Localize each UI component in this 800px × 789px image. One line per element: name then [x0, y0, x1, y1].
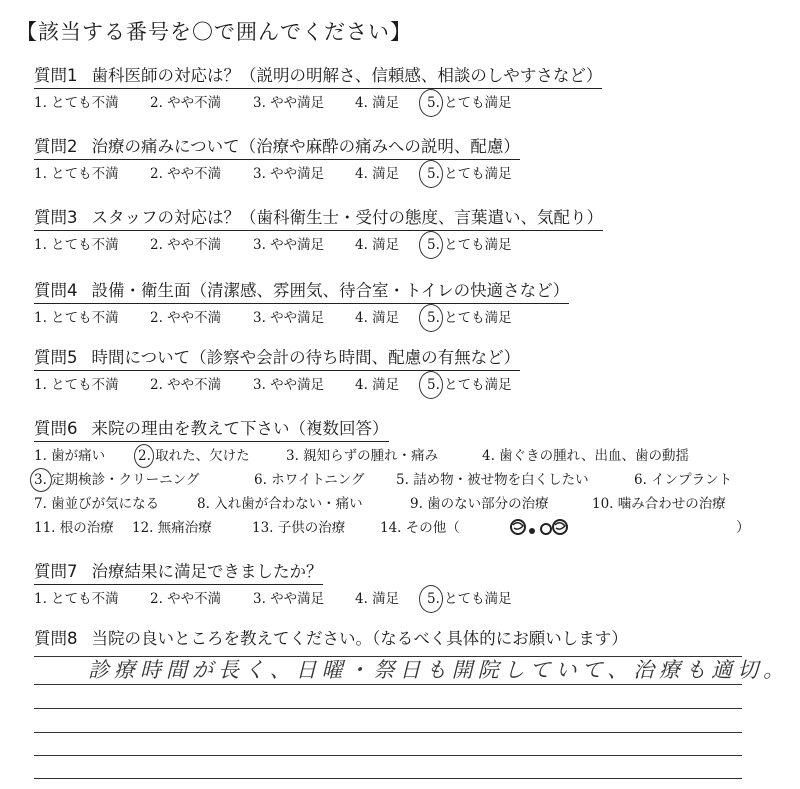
answer-line-5: [34, 755, 742, 756]
q3-option-2[interactable]: 2. やや不満: [150, 237, 222, 253]
question-1-options: [34, 93, 754, 113]
q6-option-1[interactable]: 1. 歯が痛い: [34, 448, 106, 464]
q2-option-2[interactable]: 2. やや不満: [150, 166, 222, 182]
q6-row-1: [34, 446, 774, 466]
question-8-header: [34, 629, 628, 651]
question-7-text: 治療結果に満足できましたか？: [91, 562, 323, 581]
question-7-header: [34, 562, 323, 585]
q6-option-16[interactable]: 14. その他（: [380, 520, 460, 536]
q8-handwritten-answer[interactable]: 診療時間が長く、日曜・祭日も開院していて、治療も適切。: [88, 658, 790, 682]
q6-option-5[interactable]: 3. 定期検診・クリーニング: [34, 472, 200, 488]
question-7-number: 質問7: [34, 562, 78, 581]
q1-option-4[interactable]: 4. 満足: [355, 95, 400, 111]
question-3-text: スタッフの対応は？（歯科衛生士・受付の態度、言葉遣い、気配り）: [91, 208, 603, 227]
question-8-text: 当院の良いところを教えてください。（なるべく具体的にお願いします）: [91, 629, 628, 648]
q6-option-4[interactable]: 4. 歯ぐきの腫れ、出血、歯の動揺: [482, 448, 689, 464]
q1-selection-circle: [419, 89, 443, 117]
other-field-scribble: [508, 516, 580, 538]
question-4-options: [34, 308, 754, 328]
q5-selection-circle: [419, 371, 443, 399]
q6-option-6[interactable]: 6. ホワイトニング: [254, 472, 365, 488]
q6-row-2: [34, 470, 774, 490]
question-5-options: [34, 375, 754, 395]
q7-option-2[interactable]: 2. やや不満: [150, 591, 222, 607]
question-1-text: 歯科医師の対応は？（説明の明解さ、信頼感、相談のしやすさなど）: [91, 66, 603, 85]
q4-option-3[interactable]: 3. やや満足: [253, 310, 325, 326]
q1-option-5[interactable]: 5. とても満足: [427, 95, 512, 111]
q5-option-4[interactable]: 4. 満足: [355, 377, 400, 393]
question-6-header: [34, 419, 389, 442]
q3-selection-circle: [419, 231, 443, 259]
question-2-header: [34, 137, 520, 160]
q4-selection-circle: [419, 304, 443, 332]
q4-option-4[interactable]: 4. 満足: [355, 310, 400, 326]
q2-selection-circle: [419, 160, 443, 188]
q6-option-10[interactable]: 8. 入れ歯が合わない・痛い: [197, 496, 363, 512]
question-8-number: 質問8: [34, 629, 78, 648]
q7-selection-circle: [419, 585, 443, 613]
q4-option-5[interactable]: 5. とても満足: [427, 310, 512, 326]
question-1-header: [34, 66, 602, 89]
answer-line-4: [34, 732, 742, 733]
answer-line-6: [34, 778, 742, 779]
q5-option-1[interactable]: 1. とても不満: [34, 377, 119, 393]
q6-row-3: [34, 494, 774, 514]
q2-option-5[interactable]: 5. とても満足: [427, 166, 512, 182]
question-7-options: [34, 589, 754, 609]
q6-row-4: [34, 518, 774, 538]
q2-option-1[interactable]: 1. とても不満: [34, 166, 119, 182]
q3-option-5[interactable]: 5. とても満足: [427, 237, 512, 253]
q2-option-4[interactable]: 4. 満足: [355, 166, 400, 182]
q1-option-2[interactable]: 2. やや不満: [150, 95, 222, 111]
answer-line-2: [34, 684, 742, 685]
question-3-number: 質問3: [34, 208, 78, 227]
question-5-text: 時間について（診察や会計の待ち時間、配慮の有無など）: [91, 348, 521, 367]
q5-option-3[interactable]: 3. やや満足: [253, 377, 325, 393]
question-6-text: 来院の理由を教えて下さい（複数回答）: [91, 419, 389, 438]
question-6-number: 質問6: [34, 419, 78, 438]
q6-option-9[interactable]: 7. 歯並びが気になる: [34, 496, 160, 512]
q3-option-1[interactable]: 1. とても不満: [34, 237, 119, 253]
q6-selection-circle-3: [30, 468, 52, 492]
page-title: 【該当する番号を〇で囲んでください】: [16, 20, 412, 44]
q6-option-7[interactable]: 5. 詰め物・被せ物を白くしたい: [396, 472, 589, 488]
question-2-options: [34, 164, 754, 184]
question-5-number: 質問5: [34, 348, 78, 367]
q3-option-4[interactable]: 4. 満足: [355, 237, 400, 253]
question-4-number: 質問4: [34, 281, 78, 300]
question-4-text: 設備・衛生面（清潔感、雰囲気、待合室・トイレの快適さなど）: [91, 281, 570, 300]
q6-option-3[interactable]: 3. 親知らずの腫れ・痛み: [286, 448, 439, 464]
question-5-header: [34, 348, 520, 371]
q7-option-3[interactable]: 3. やや満足: [253, 591, 325, 607]
q7-option-5[interactable]: 5. とても満足: [427, 591, 512, 607]
q1-option-3[interactable]: 3. やや満足: [253, 95, 325, 111]
question-2-text: 治療の痛みについて（治療や麻酔の痛みへの説明、配慮）: [91, 137, 520, 156]
question-4-header: [34, 281, 569, 304]
q4-option-1[interactable]: 1. とても不満: [34, 310, 119, 326]
q3-option-3[interactable]: 3. やや満足: [253, 237, 325, 253]
q6-option-13[interactable]: 11. 根の治療: [34, 520, 114, 536]
q6-option-11[interactable]: 9. 歯のない部分の治療: [410, 496, 549, 512]
q4-option-2[interactable]: 2. やや不満: [150, 310, 222, 326]
q6-option-15[interactable]: 13. 子供の治療: [252, 520, 346, 536]
q5-option-5[interactable]: 5. とても満足: [427, 377, 512, 393]
q7-option-1[interactable]: 1. とても不満: [34, 591, 119, 607]
q7-option-4[interactable]: 4. 満足: [355, 591, 400, 607]
q6-option-14[interactable]: 12. 無痛治療: [132, 520, 212, 536]
question-2-number: 質問2: [34, 137, 78, 156]
q2-option-3[interactable]: 3. やや満足: [253, 166, 325, 182]
q6-selection-circle-2: [134, 444, 154, 468]
q1-option-1[interactable]: 1. とても不満: [34, 95, 119, 111]
q5-option-2[interactable]: 2. やや不満: [150, 377, 222, 393]
q6-option-2[interactable]: 2. 取れた、欠けた: [138, 448, 250, 464]
question-3-header: [34, 208, 603, 231]
q6-option-12[interactable]: 10. 噛み合わせの治療: [592, 496, 726, 512]
question-1-number: 質問1: [34, 66, 78, 85]
answer-line-3: [34, 708, 742, 709]
question-3-options: [34, 235, 754, 255]
q6-option-8[interactable]: 6. インプラント: [634, 472, 733, 488]
other-close-paren: ）: [736, 520, 750, 536]
